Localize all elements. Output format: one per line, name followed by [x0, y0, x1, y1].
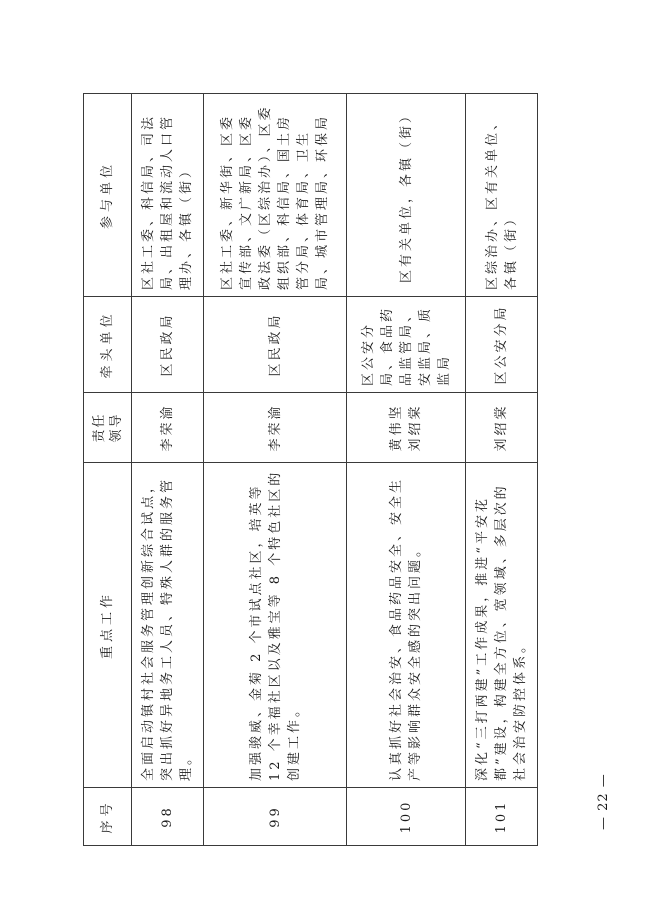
leader-name: 刘绍棠 — [408, 403, 423, 452]
row-lead-unit: 区公安分局、食品药品监管局、安监局、质监局 — [347, 297, 466, 393]
table-row — [347, 94, 466, 846]
row-number: 101 — [466, 788, 538, 846]
row-lead-unit: 区公安分局 — [466, 297, 538, 393]
row-participants: 区社工委、科信局、司法局、出租屋和流动人口管理办、各镇（街） — [132, 94, 204, 297]
row-task: 深化“三打两建”工作成果，推进“平安花都”建设，构建全方位、宽领域、多层次的社会治安防控体系。 — [466, 463, 538, 788]
key-work-table — [83, 93, 538, 846]
header-task: 重点工作 — [84, 463, 132, 788]
row-leader: 刘绍棠 — [466, 393, 538, 463]
header-lead-unit: 牵头单位 — [84, 297, 132, 393]
table-header-row — [84, 94, 132, 846]
row-lead-unit: 区民政局 — [204, 297, 347, 393]
table-row — [466, 94, 538, 846]
row-participants: 区综治办、区有关单位、各镇（街） — [466, 94, 538, 297]
rotated-page — [83, 94, 537, 846]
header-number: 序号 — [84, 788, 132, 846]
page-number: — 22 — — [596, 773, 611, 830]
row-task: 加强骏威、金菊 2 个市试点社区，培英等 12 个幸福社区以及雅宝等 8 个特色社区的创建工作。 — [204, 463, 347, 788]
table-row — [204, 94, 347, 846]
row-participants: 区有关单位，各镇（街） — [347, 94, 466, 297]
header-participants: 参与单位 — [84, 94, 132, 297]
row-number: 98 — [132, 788, 204, 846]
row-lead-unit: 区民政局 — [132, 297, 204, 393]
row-participants: 区社工委、新华街、区委宣传部、文广新局、区委政法委（区综治办）、区委组织部、科信局、国土房管分局、体育局、卫生局、城市管理局、环保局 — [204, 94, 347, 297]
row-number: 100 — [347, 788, 466, 846]
row-leader — [347, 393, 466, 463]
leader-name: 黄伟坚 — [389, 403, 404, 452]
row-task: 全面启动镇村社会服务管理创新综合试点，突出抓好异地务工人员、特殊人群的服务管理。 — [132, 463, 204, 788]
row-leader: 李荣渝 — [132, 393, 204, 463]
row-number: 99 — [204, 788, 347, 846]
header-leader: 责任 领导 — [84, 393, 132, 463]
table-row — [132, 94, 204, 846]
row-task: 认真抓好社会治安、食品药品安全、安全生产等影响群众安全感的突出问题。 — [347, 463, 466, 788]
row-leader: 李荣渝 — [204, 393, 347, 463]
